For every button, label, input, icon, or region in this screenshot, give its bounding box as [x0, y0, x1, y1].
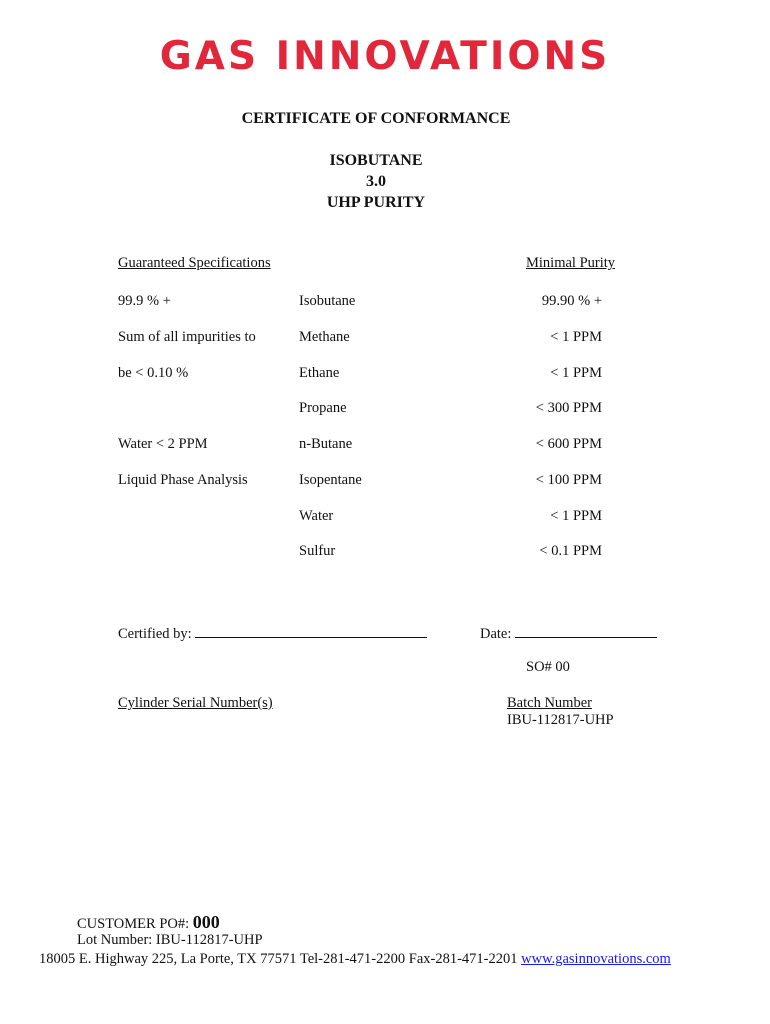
- spec-water: Water < 2 PPM: [118, 436, 208, 452]
- customer-po-value: 000: [192, 912, 220, 932]
- minimal-purity-header: Minimal Purity: [526, 255, 616, 271]
- date-field: [480, 623, 657, 643]
- customer-po: [77, 912, 220, 933]
- component-name: Methane: [299, 329, 350, 345]
- certified-by: [118, 623, 427, 643]
- component-value: < 1 PPM: [550, 329, 602, 345]
- component-name: Sulfur: [299, 543, 336, 559]
- spec-purity: 99.9 % +: [118, 293, 171, 309]
- component-value: < 1 PPM: [550, 365, 602, 381]
- component-value: < 100 PPM: [535, 472, 602, 488]
- company-logo: GAS INNOVATIONS: [159, 34, 611, 79]
- product-grade: 3.0: [366, 173, 386, 190]
- component-value: 99.90 % +: [541, 293, 602, 309]
- certificate-title: CERTIFICATE OF CONFORMANCE: [241, 110, 511, 127]
- certified-by-signature-line[interactable]: [195, 623, 427, 638]
- spec-impurities-line1: Sum of all impurities to: [118, 329, 256, 345]
- guaranteed-specs-header: Guaranteed Specifications: [118, 255, 271, 271]
- component-name: Ethane: [299, 365, 340, 381]
- spec-impurities-line2: be < 0.10 %: [118, 365, 189, 381]
- component-name: n-Butane: [299, 436, 353, 452]
- cylinder-serial-label: Cylinder Serial Number(s): [118, 695, 273, 711]
- batch-number-value: IBU-112817-UHP: [507, 712, 614, 728]
- so-number: SO# 00: [526, 659, 570, 675]
- company-address: 18005 E. Highway 225, La Porte, TX 77571 Tel-281-471-2200 Fax-281-471-2201: [39, 951, 518, 967]
- customer-po-label: CUSTOMER PO#:: [77, 916, 190, 932]
- date-label: Date:: [480, 626, 512, 642]
- date-line[interactable]: [515, 623, 657, 638]
- component-name: Propane: [299, 400, 347, 416]
- spec-analysis: Liquid Phase Analysis: [118, 472, 248, 488]
- certified-by-label: Certified by:: [118, 626, 192, 642]
- batch-number-label: Batch Number: [507, 695, 592, 711]
- component-value: < 600 PPM: [535, 436, 602, 452]
- component-value: < 0.1 PPM: [539, 543, 602, 559]
- company-contact: [39, 951, 671, 968]
- component-value: < 300 PPM: [535, 400, 602, 416]
- website-link[interactable]: www.gasinnovations.com: [521, 951, 671, 967]
- component-name: Isobutane: [299, 293, 356, 309]
- component-value: < 1 PPM: [550, 508, 602, 524]
- component-name: Water: [299, 508, 334, 524]
- product-name: ISOBUTANE: [329, 152, 423, 169]
- component-name: Isopentane: [299, 472, 362, 488]
- lot-number: Lot Number: IBU-112817-UHP: [77, 932, 263, 948]
- product-purity: UHP PURITY: [326, 194, 426, 211]
